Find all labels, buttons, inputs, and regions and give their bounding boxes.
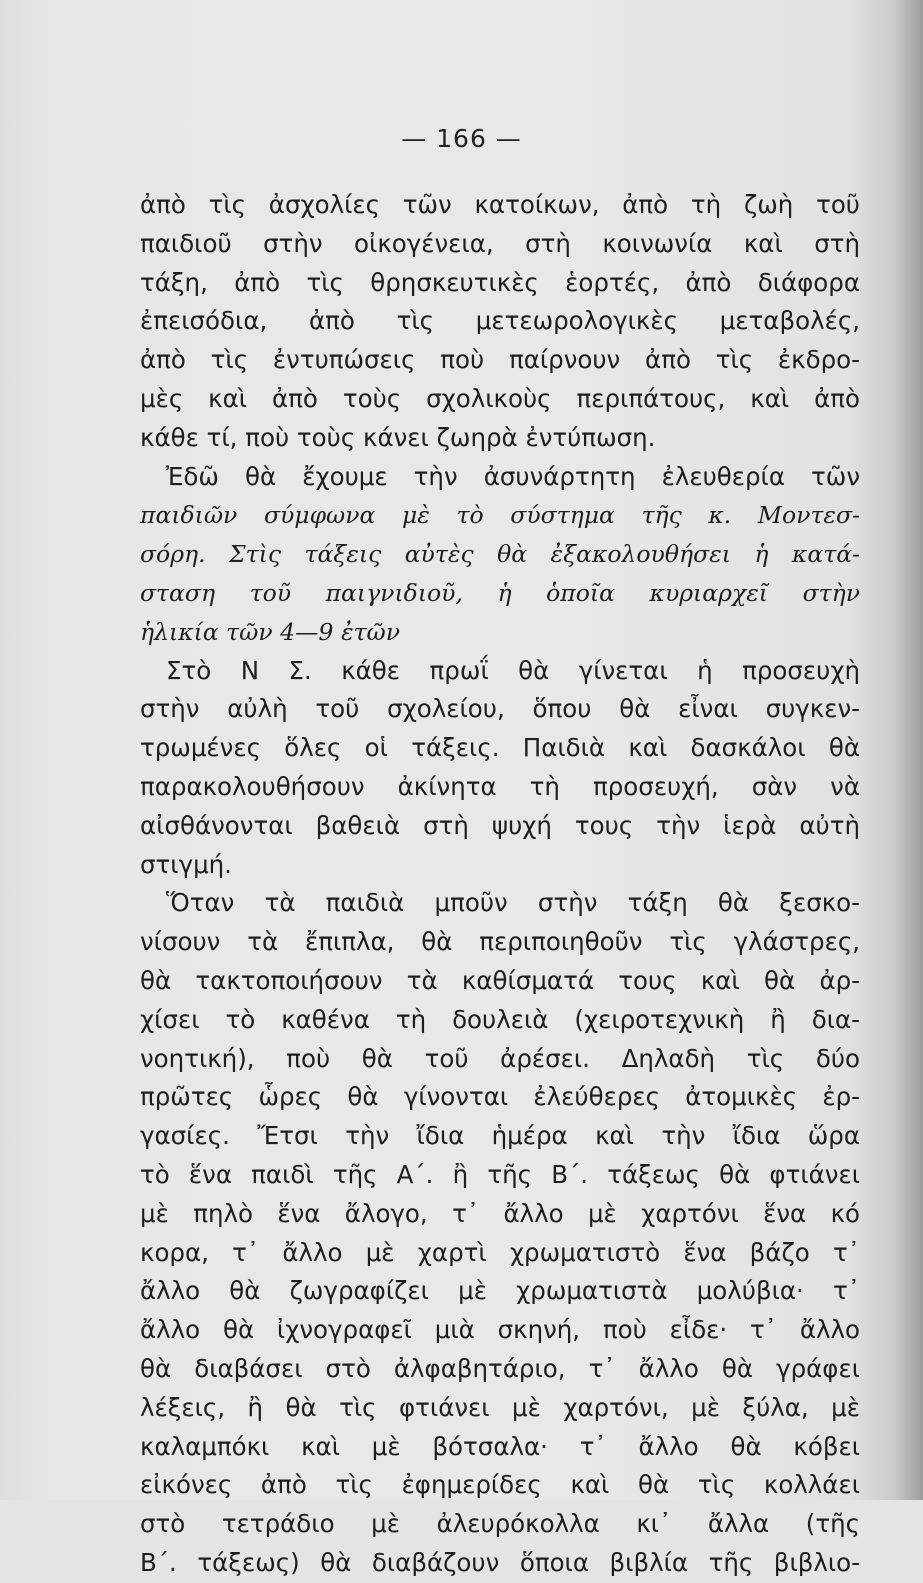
body-text (140, 186, 860, 1583)
text-line: ἀπὸ τὶς ἐντυπώσεις ποὺ παίρνουν ἀπὸ τὶς ἐκδρο- (140, 345, 860, 375)
text-line: νοητική), ποὺ θὰ τοῦ ἀρέσει. Δηλαδὴ τὶς δύο (140, 1043, 860, 1073)
text-line: γασίες. Ἔτσι τὴν ἴδια ἡμέρα καὶ τὴν ἴδια ὥρα (140, 1121, 860, 1151)
text-line: κορα, τ᾽ ἄλλο μὲ χαρτὶ χρωματιστὸ ἕνα βάζο τ᾽ (140, 1237, 860, 1267)
text-line: ἄλλο θὰ ἰχνογραφεῖ μιὰ σκηνή, ποὺ εἶδε· τ᾽ ἄλλο (140, 1315, 860, 1345)
text-line: τὸ ἕνα παιδὶ τῆς Α΄. ἢ τῆς Β΄. τάξεως θὰ φτιάνει (140, 1159, 860, 1189)
text-line: ἄλλο θὰ ζωγραφίζει μὲ χρωματιστὰ μολύβια· τ᾽ (140, 1276, 860, 1306)
text-line: μὲ πηλὸ ἕνα ἄλογο, τ᾽ ἄλλο μὲ χαρτόνι ἕνα κό (140, 1198, 860, 1228)
text-line: Ἐδῶ θὰ ἔχουμε τὴν ἀσυνάρτητη ἐλευθερία τῶν (166, 461, 860, 491)
text-line: καλαμπόκι καὶ μὲ βότσαλα· τ᾽ ἄλλο θὰ κόβει (140, 1431, 860, 1461)
text-line-italic: σταση τοῦ παιγνιδιοῦ, ἡ ὁποῖα κυριαρχεῖ στὴν (140, 578, 860, 607)
text-line: θὰ τακτοποιήσουν τὰ καθίσματά τους καὶ θὰ ἀρ- (140, 965, 860, 995)
text-line-italic: παιδιῶν σύμφωνα μὲ τὸ σύστημα τῆς κ. Μοντεσ- (140, 501, 860, 530)
text-line: κάθε τί, ποὺ τοὺς κάνει ζωηρὰ ἐντύπωση. (140, 422, 656, 452)
text-line: στὸ τετράδιο μὲ ἀλευρόκολλα κι᾽ ἄλλα (τῆς (140, 1509, 860, 1539)
text-line: παρακολουθήσουν ἀκίνητα τὴ προσευχή, σὰν νὰ (140, 771, 860, 801)
text-line: Στὸ Ν Σ. κάθε πρωΐ θὰ γίνεται ἡ προσευχὴ (166, 655, 860, 685)
text-line: ἀπὸ τὶς ἀσχολίες τῶν κατοίκων, ἀπὸ τὴ ζωὴ τοῦ (140, 190, 860, 219)
text-line: τρωμένες ὅλες οἱ τάξεις. Παιδιὰ καὶ δασκάλοι θὰ (140, 733, 860, 763)
text-line: θὰ διαβάσει στὸ ἀλφαβητάριο, τ᾽ ἄλλο θὰ γράφει (140, 1353, 860, 1383)
text-line: αἰσθάνονται βαθειὰ στὴ ψυχή τους τὴν ἱερὰ αὐτὴ (140, 810, 860, 840)
text-line: Β΄. τάξεως) θὰ διαβάζουν ὅποια βιβλία τῆς βιβλιο- (140, 1547, 860, 1577)
text-line-italic: σόρη. Στὶς τάξεις αὐτὲς θὰ ἐξακολουθήσει ἡ κατά- (140, 540, 860, 569)
text-line: στὴν αὐλὴ τοῦ σχολείου, ὅπου θὰ εἶναι συγκεν- (140, 694, 860, 724)
text-line: πρῶτες ὧρες θὰ γίνονται ἐλεύθερες ἀτομικὲς ἐρ- (140, 1082, 860, 1112)
text-line: εἰκόνες ἀπὸ τὶς ἐφημερίδες καὶ θὰ τὶς κολλάει (140, 1470, 860, 1500)
text-line: τάξη, ἀπὸ τὶς θρησκευτικὲς ἑορτές, ἀπὸ διάφορα (140, 267, 860, 297)
text-line: παιδιοῦ στὴν οἰκογένεια, στὴ κοινωνία καὶ στὴ (140, 228, 860, 258)
text-line: νίσουν τὰ ἔπιπλα, θὰ περιποιηθοῦν τὶς γλάστρες, (140, 927, 860, 957)
text-line: Ὅταν τὰ παιδιὰ μποῦν στὴν τάξη θὰ ξεσκο- (166, 888, 860, 918)
text-line: χίσει τὸ καθένα τὴ δουλειὰ (χειροτεχνικὴ ἢ δια- (140, 1004, 860, 1034)
text-line: λέξεις, ἢ θὰ τὶς φτιάνει μὲ χαρτόνι, μὲ ξύλα, μὲ (140, 1392, 860, 1422)
text-line: ἐπεισόδια, ἀπὸ τὶς μετεωρολογικὲς μεταβολές, (140, 306, 860, 336)
text-line: μὲς καὶ ἀπὸ τοὺς σχολικοὺς περιπάτους, καὶ ἀπὸ (140, 383, 860, 413)
page-number: — 166 — (401, 124, 522, 153)
text-line: στιγμή. (140, 849, 232, 879)
text-line-italic: ἡλικία τῶν 4—9 ἐτῶν (140, 617, 401, 646)
